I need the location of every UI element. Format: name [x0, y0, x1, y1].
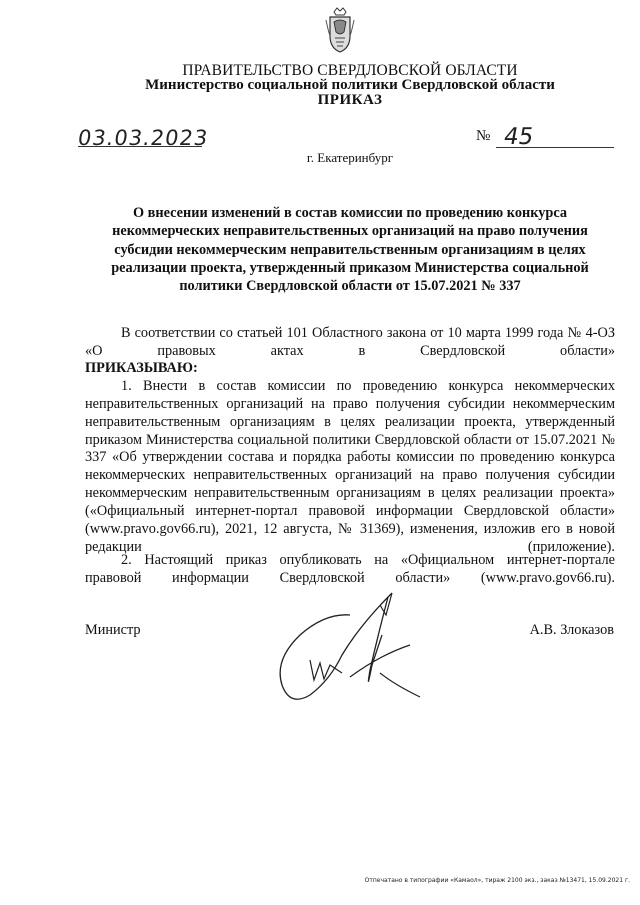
order-date: 03.03.2023 — [76, 126, 210, 150]
number-underline — [496, 147, 614, 148]
coat-of-arms-icon — [324, 6, 356, 54]
ministry-title: Министерство социальной политики Свердловской области — [145, 77, 555, 93]
print-footer: Отпечатано в типографии «Камаол», тираж 2100 экз., заказ №13471, 15.09.2021 г. — [364, 877, 630, 884]
number-label: № — [476, 128, 491, 144]
order-number: 45 — [501, 124, 536, 150]
document-type: ПРИКАЗ — [317, 92, 383, 108]
city: г. Екатеринбург — [306, 150, 394, 165]
order-item-2: 2. Настоящий приказ опубликовать на «Официальном интернет-портале правовой информации Свердловской области» (www.pravo.gov66.ru). — [85, 552, 615, 586]
signatory-name: А.В. Злоказов — [529, 622, 614, 638]
government-title: ПРАВИТЕЛЬСТВО СВЕРДЛОВСКОЙ ОБЛАСТИ — [182, 62, 518, 79]
preamble-paragraph: В соответствии со статьей 101 Областного закона от 10 марта 1999 года № 4-ОЗ «О правовых актах в Свердловской области» — [85, 325, 615, 359]
document-title: О внесении изменений в состав комиссии по проведению конкурса некоммерческих неправительственных организаций на право получения субсидии некоммерческим неправительственным организациям в целях реализации проекта, утвержденный приказом Министерства социальной политики Свердловской области от 15.07.2021 № 337 — [111, 205, 589, 295]
order-item-1: 1. Внести в состав комиссии по проведению конкурса некоммерческих неправительственных организаций на право получения субсидии некоммерческим неправительственным организациям в целях реализации проекта, утвержденный приказом Министерства социальной политики Свердловской области от 15.07.2021 № 337 «Об утверждении состава и порядка работы комиссии по проведению конкурса некоммерческих неправительственных организаций на право получения субсидии некоммерческим неправительственным организациям в целях реализации проекта» («Официальный интернет-портал правовой информации Свердловской области» (www.pravo.gov66.ru), 2021, 12 августа, № 31369), изменения, изложив его в новой редакции (приложение). — [85, 378, 615, 555]
date-underline — [78, 146, 202, 147]
signatory-position: Министр — [85, 622, 141, 638]
handwritten-signature — [270, 585, 440, 710]
command-heading: ПРИКАЗЫВАЮ: — [85, 360, 198, 376]
